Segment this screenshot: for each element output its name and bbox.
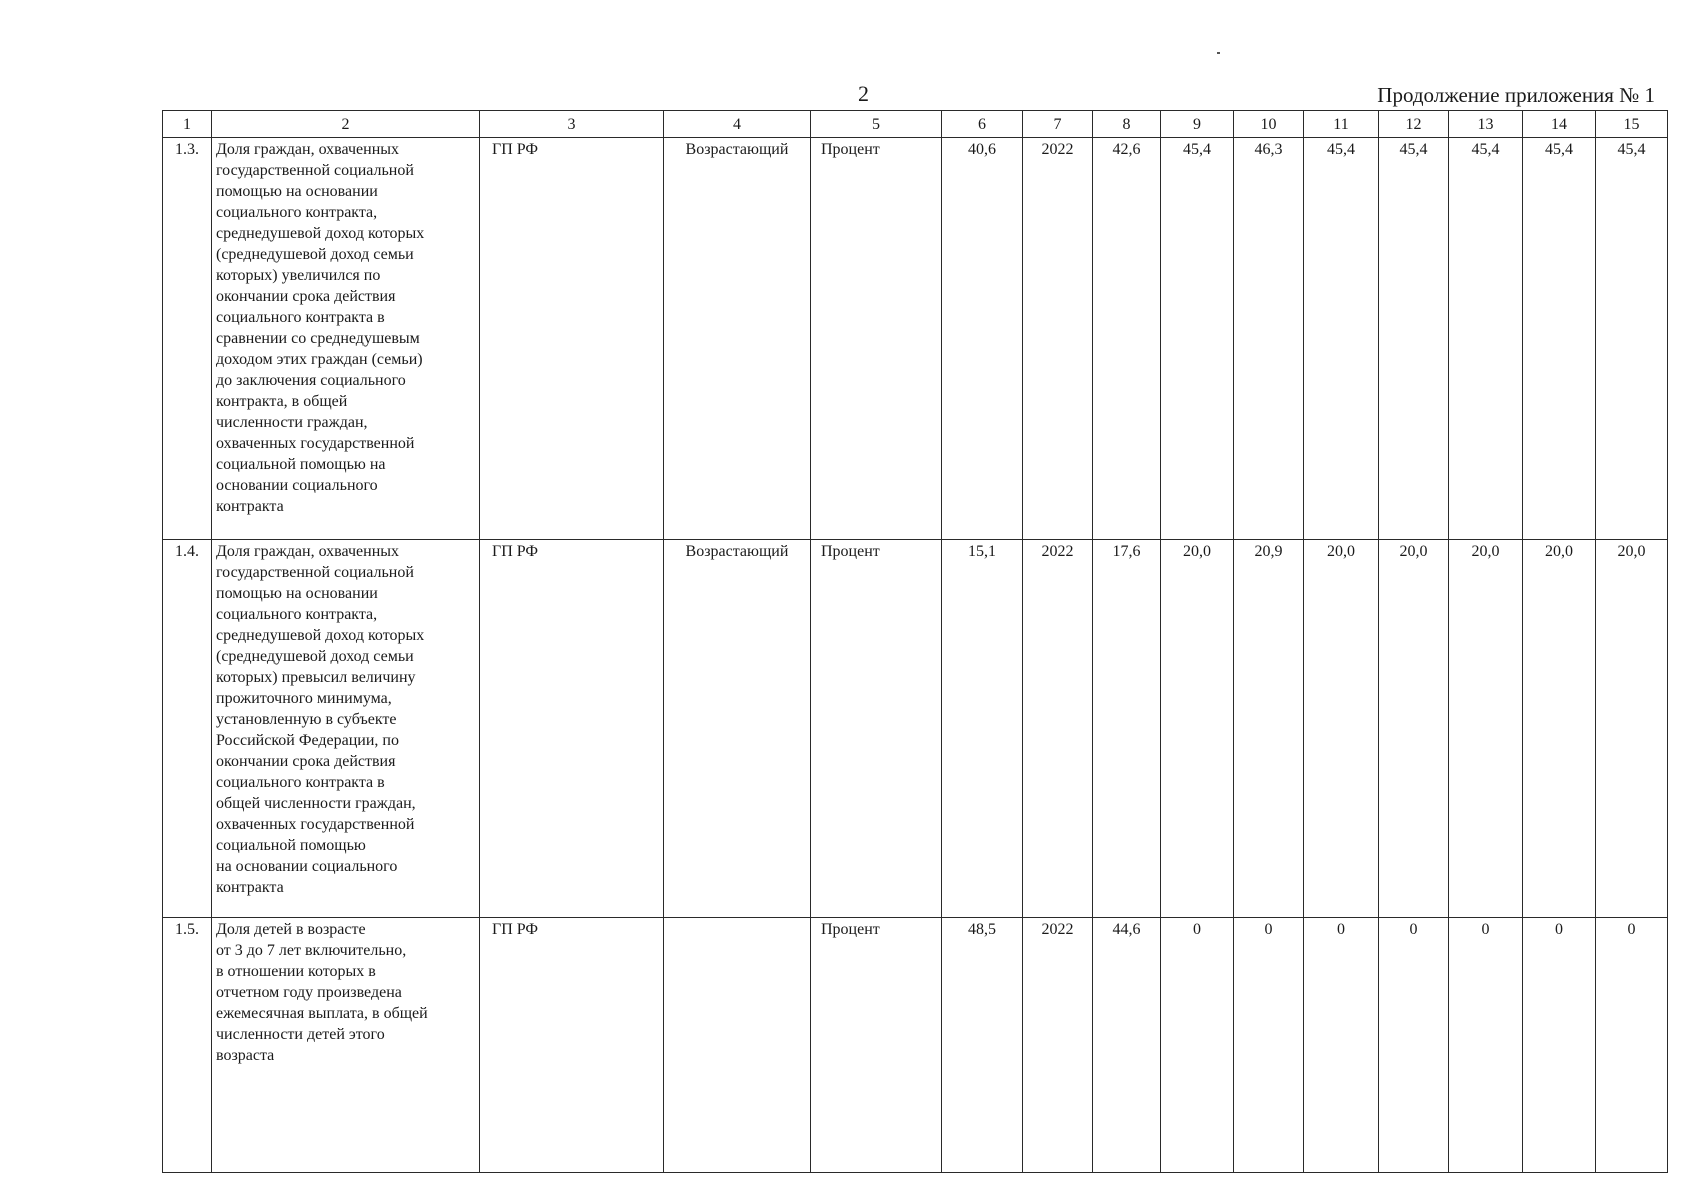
column-number-row [163, 111, 1668, 138]
indicator-trend [664, 918, 811, 1173]
column-number: 7 [1023, 111, 1093, 138]
year-value: 20,0 [1523, 540, 1596, 918]
base-value: 48,5 [942, 918, 1023, 1173]
indicator-trend: Возрастающий [664, 540, 811, 918]
column-number: 14 [1523, 111, 1596, 138]
base-year: 2022 [1023, 918, 1093, 1173]
year-value: 45,4 [1161, 138, 1234, 540]
year-value: 20,0 [1304, 540, 1379, 918]
year-value: 0 [1234, 918, 1304, 1173]
column-number: 2 [212, 111, 480, 138]
year-value: 20,0 [1596, 540, 1668, 918]
column-number: 12 [1379, 111, 1449, 138]
year-value: 0 [1161, 918, 1234, 1173]
year-value: 17,6 [1093, 540, 1161, 918]
year-value: 20,0 [1161, 540, 1234, 918]
row-number: 1.4. [163, 540, 212, 918]
row-number: 1.5. [163, 918, 212, 1173]
year-value: 45,4 [1596, 138, 1668, 540]
column-number: 15 [1596, 111, 1668, 138]
indicator-unit: Процент [811, 918, 942, 1173]
table-row [163, 918, 1668, 1173]
scan-speck [1217, 52, 1220, 54]
year-value: 44,6 [1093, 918, 1161, 1173]
year-value: 20,9 [1234, 540, 1304, 918]
column-number: 13 [1449, 111, 1523, 138]
continuation-label: Продолжение приложения № 1 [1377, 83, 1655, 107]
column-number: 9 [1161, 111, 1234, 138]
year-value: 0 [1379, 918, 1449, 1173]
column-number: 1 [163, 111, 212, 138]
year-value: 0 [1523, 918, 1596, 1173]
indicator-source: ГП РФ [480, 540, 664, 918]
year-value: 45,4 [1449, 138, 1523, 540]
column-number: 5 [811, 111, 942, 138]
row-number: 1.3. [163, 138, 212, 540]
base-value: 15,1 [942, 540, 1023, 918]
column-number: 11 [1304, 111, 1379, 138]
indicator-unit: Процент [811, 540, 942, 918]
base-year: 2022 [1023, 138, 1093, 540]
indicator-source: ГП РФ [480, 138, 664, 540]
year-value: 46,3 [1234, 138, 1304, 540]
base-year: 2022 [1023, 540, 1093, 918]
year-value: 45,4 [1523, 138, 1596, 540]
indicator-description: Доля граждан, охваченных государственной социальной помощью на основании социального контракта, среднедушевой доход которых (среднедушевой доход семьи которых) увеличился по окончании срока действия социального контракта в сравнении со среднедушевым доходом этих граждан (семьи) до заключения социального контракта, в общей численности граждан, охваченных государственной социальной помощью на основании социального контракта [212, 138, 480, 540]
indicator-unit: Процент [811, 138, 942, 540]
indicator-table [162, 110, 1668, 1173]
table-row [163, 540, 1668, 918]
year-value: 20,0 [1449, 540, 1523, 918]
year-value: 45,4 [1379, 138, 1449, 540]
year-value: 20,0 [1379, 540, 1449, 918]
year-value: 0 [1596, 918, 1668, 1173]
indicator-trend: Возрастающий [664, 138, 811, 540]
year-value: 45,4 [1304, 138, 1379, 540]
column-number: 8 [1093, 111, 1161, 138]
column-number: 4 [664, 111, 811, 138]
indicator-description: Доля детей в возрасте от 3 до 7 лет включительно, в отношении которых в отчетном году произведена ежемесячная выплата, в общей численности детей этого возраста [212, 918, 480, 1173]
year-value: 42,6 [1093, 138, 1161, 540]
base-value: 40,6 [942, 138, 1023, 540]
year-value: 0 [1449, 918, 1523, 1173]
column-number: 6 [942, 111, 1023, 138]
year-value: 0 [1304, 918, 1379, 1173]
table-row [163, 138, 1668, 540]
column-number: 10 [1234, 111, 1304, 138]
page-number: 2 [858, 81, 869, 106]
indicator-source: ГП РФ [480, 918, 664, 1173]
indicator-description: Доля граждан, охваченных государственной социальной помощью на основании социального контракта, среднедушевой доход которых (среднедушевой доход семьи которых) превысил величину прожиточного минимума, установленную в субъекте Российской Федерации, по окончании срока действия социального контракта в общей численности граждан, охваченных государственной социальной помощью на основании социального контракта [212, 540, 480, 918]
column-number: 3 [480, 111, 664, 138]
